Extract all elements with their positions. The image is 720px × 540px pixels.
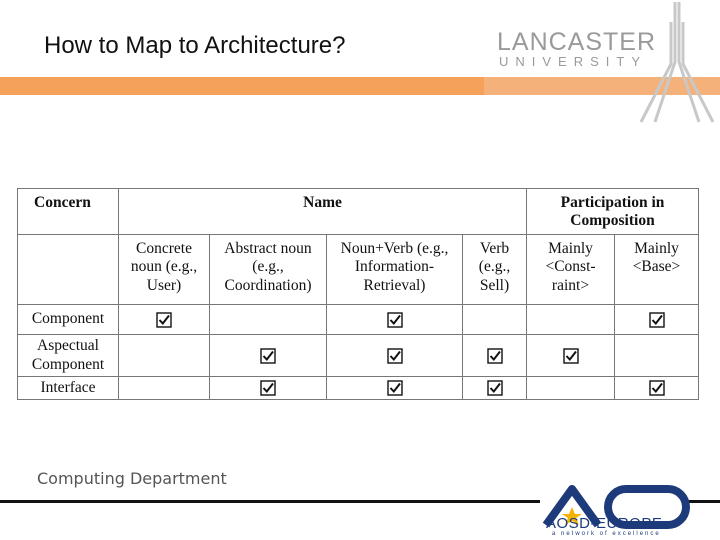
mapping-table — [17, 188, 699, 400]
checkbox-checked-icon — [387, 380, 403, 396]
header-participation: Participation in Composition — [527, 189, 699, 235]
checkbox-checked-icon — [260, 380, 276, 396]
logo-wordmark: LANCASTER — [497, 28, 657, 56]
subheader-mainly-base: Mainly <Base> — [615, 235, 699, 305]
check-cell — [615, 377, 699, 400]
table-row — [18, 335, 699, 377]
slide-title: How to Map to Architecture? — [44, 32, 346, 59]
aosd-tagline: a network of excellence — [552, 531, 661, 537]
table-row — [18, 305, 699, 335]
check-cell — [463, 305, 527, 335]
footer-divider — [0, 500, 540, 503]
check-cell — [210, 377, 327, 400]
subheader-concrete-noun: Concrete noun (e.g., User) — [119, 235, 210, 305]
check-cell — [527, 305, 615, 335]
checkbox-checked-icon — [563, 348, 579, 364]
checkbox-checked-icon — [649, 312, 665, 328]
subheader-mainly-constraint: Mainly <Const-raint> — [527, 235, 615, 305]
header-name: Name — [119, 189, 527, 235]
check-cell — [463, 377, 527, 400]
check-cell — [527, 377, 615, 400]
check-cell — [210, 335, 327, 377]
lancaster-logo — [497, 28, 717, 123]
checkbox-checked-icon — [487, 348, 503, 364]
check-cell — [210, 305, 327, 335]
table-row — [18, 377, 699, 400]
checkbox-checked-icon — [649, 380, 665, 396]
header-concern: Concern — [18, 189, 119, 235]
footer-department: Computing Department — [37, 469, 227, 488]
checkbox-checked-icon — [487, 380, 503, 396]
row-label: Aspectual Component — [18, 335, 119, 377]
checkbox-checked-icon — [387, 348, 403, 364]
checkbox-checked-icon — [156, 312, 172, 328]
check-cell — [119, 305, 210, 335]
subheader-verb: Verb (e.g., Sell) — [463, 235, 527, 305]
row-label: Component — [18, 305, 119, 335]
check-cell — [463, 335, 527, 377]
check-cell — [327, 335, 463, 377]
aosd-wordmark: AOSD-EUROPE — [546, 515, 663, 532]
logo-subtitle: UNIVERSITY — [499, 54, 648, 69]
check-cell — [615, 305, 699, 335]
table-header-row — [18, 189, 699, 235]
check-cell — [119, 377, 210, 400]
check-cell — [615, 335, 699, 377]
table-subheader-row — [18, 235, 699, 305]
checkbox-checked-icon — [260, 348, 276, 364]
checkbox-checked-icon — [387, 312, 403, 328]
subheader-abstract-noun: Abstract noun (e.g., Coordination) — [210, 235, 327, 305]
check-cell — [327, 377, 463, 400]
subheader-noun-verb: Noun+Verb (e.g., Information-Retrieval) — [327, 235, 463, 305]
lancaster-emblem-icon — [635, 2, 720, 127]
check-cell — [327, 305, 463, 335]
check-cell — [119, 335, 210, 377]
check-cell — [527, 335, 615, 377]
row-label: Interface — [18, 377, 119, 400]
subheader-empty — [18, 235, 119, 305]
